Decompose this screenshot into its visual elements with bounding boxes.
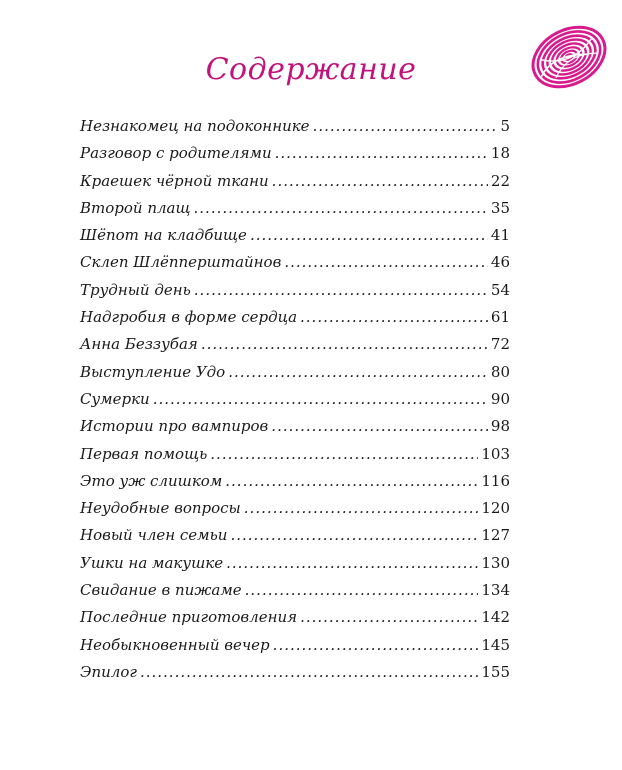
toc-page-number: 35 — [490, 198, 510, 217]
toc-entry-title: Шёпот на кладбище — [80, 226, 247, 245]
dot-leader — [275, 144, 488, 162]
page-title: Содержание — [205, 52, 417, 87]
toc-page-number: 72 — [490, 335, 510, 354]
toc-entry-title: Сумерки — [80, 389, 150, 408]
toc-page-number: 127 — [481, 526, 510, 545]
dot-leader — [271, 417, 488, 435]
toc-page-number: 80 — [490, 362, 510, 381]
toc-entry-title: Надгробия в форме сердца — [80, 308, 298, 327]
toc-entry-title: Неудобные вопросы — [80, 499, 241, 518]
toc-row — [80, 499, 510, 526]
toc-row — [80, 554, 510, 581]
toc-page-number: 120 — [481, 499, 510, 518]
dot-leader — [194, 199, 488, 217]
dot-leader — [226, 554, 478, 572]
toc-row — [80, 390, 510, 417]
toc-row — [80, 199, 510, 226]
toc-row — [80, 363, 510, 390]
toc-page-number: 61 — [490, 308, 510, 327]
toc-row — [80, 144, 510, 171]
toc-entry-title: Первая помощь — [80, 444, 208, 463]
toc-entry-title: Новый член семьи — [80, 526, 228, 545]
dot-leader — [210, 445, 478, 463]
toc-entry-title: Необыкновенный вечер — [80, 635, 270, 654]
toc-row — [80, 226, 510, 253]
toc-row — [80, 663, 510, 690]
dot-leader — [300, 608, 478, 626]
dot-leader — [194, 281, 488, 299]
dot-leader — [244, 499, 479, 517]
dot-leader — [201, 335, 488, 353]
toc-row — [80, 417, 510, 444]
toc-page-number: 145 — [481, 635, 510, 654]
toc-row — [80, 281, 510, 308]
toc-page-number: 5 — [500, 117, 510, 135]
toc-page-number: 130 — [481, 553, 510, 572]
toc-entry-title: Краешек чёрной ткани — [80, 171, 269, 190]
toc-page-number: 41 — [490, 226, 510, 245]
dot-leader — [273, 636, 479, 654]
table-of-contents — [80, 117, 510, 690]
toc-row — [80, 472, 510, 499]
dot-leader — [284, 253, 488, 271]
toc-entry-title: Склеп Шлёпперштайнов — [80, 253, 282, 272]
toc-row — [80, 172, 510, 199]
toc-page-number: 142 — [481, 608, 510, 627]
toc-entry-title: Разговор с родителями — [80, 144, 272, 163]
toc-row — [80, 335, 510, 362]
toc-entry-title: Второй плащ — [80, 198, 191, 217]
toc-page-number: 54 — [490, 280, 510, 299]
toc-row — [80, 445, 510, 472]
dot-leader — [245, 581, 479, 599]
dot-leader — [225, 472, 478, 490]
toc-page-number: 116 — [481, 471, 510, 490]
dot-leader — [300, 308, 488, 326]
toc-page-number: 98 — [490, 417, 510, 436]
toc-row — [80, 253, 510, 280]
dot-leader — [230, 526, 478, 544]
dot-leader — [153, 390, 488, 408]
toc-entry-title: Ушки на макушке — [80, 553, 224, 572]
toc-row — [80, 636, 510, 663]
toc-entry-title: Выступление Удо — [80, 362, 226, 381]
toc-entry-title: Трудный день — [80, 280, 191, 299]
toc-page-number: 18 — [490, 144, 510, 163]
toc-row — [80, 581, 510, 608]
toc-page-number: 155 — [481, 662, 510, 681]
toc-page-number: 90 — [490, 389, 510, 408]
toc-row — [80, 526, 510, 553]
toc-entry-title: Истории про вампиров — [80, 417, 269, 436]
toc-entry-title: Эпилог — [80, 662, 137, 681]
dot-leader — [228, 363, 488, 381]
dot-leader — [250, 226, 488, 244]
toc-page-number: 103 — [481, 444, 510, 463]
toc-page-number: 22 — [490, 171, 510, 190]
dot-leader — [272, 172, 488, 190]
dot-leader — [313, 117, 498, 135]
toc-entry-title: Анна Беззубая — [80, 335, 198, 354]
toc-entry-title: Свидание в пижаме — [80, 581, 242, 600]
toc-page-number: 46 — [490, 253, 510, 272]
toc-row — [80, 117, 510, 144]
toc-row — [80, 308, 510, 335]
toc-entry-title: Незнакомец на подоконнике — [80, 117, 310, 135]
fingerprint-icon — [526, 17, 612, 97]
dot-leader — [140, 663, 478, 681]
toc-page-number: 134 — [481, 581, 510, 600]
toc-row — [80, 608, 510, 635]
toc-entry-title: Это уж слишком — [80, 471, 223, 490]
toc-entry-title: Последние приготовления — [80, 608, 298, 627]
